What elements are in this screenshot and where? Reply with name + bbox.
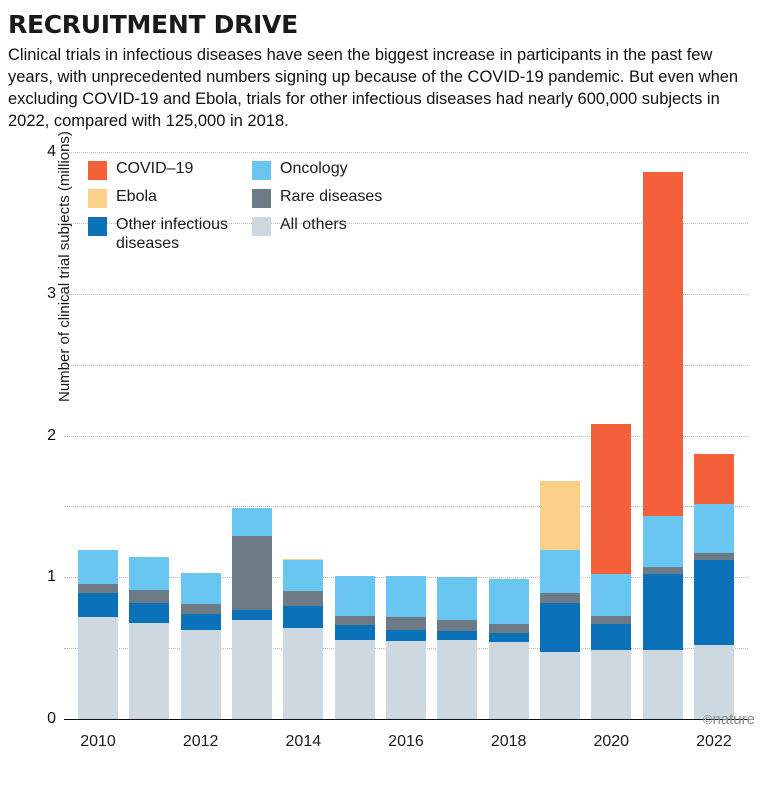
- bar-segment: [181, 630, 221, 719]
- legend-item[interactable]: [252, 216, 382, 253]
- bar-column: [437, 152, 477, 719]
- legend-item[interactable]: [88, 188, 238, 208]
- bar-segment: [540, 652, 580, 719]
- legend-item[interactable]: [88, 216, 238, 253]
- bar-segment: [335, 616, 375, 626]
- bar-segment: [540, 550, 580, 593]
- bar-segment: [437, 640, 477, 719]
- x-tick-label: 2016: [388, 733, 424, 750]
- bar-segment: [489, 642, 529, 719]
- page-header: [0, 10, 767, 133]
- legend-swatch-icon: [88, 217, 107, 236]
- bar-segment: [694, 645, 734, 719]
- x-tick-label: 2018: [490, 733, 527, 750]
- y-tick-label: 0: [47, 710, 56, 727]
- y-tick-label: 4: [47, 143, 56, 160]
- gridline-0: [64, 719, 748, 720]
- chart-legend: [88, 160, 382, 253]
- bar-segment: [129, 557, 169, 590]
- y-tick-label: 3: [47, 284, 56, 302]
- bar-segment: [283, 628, 323, 719]
- bar-segment: [335, 640, 375, 719]
- legend-label: Rare diseases: [280, 188, 383, 205]
- bar-column: [643, 152, 683, 719]
- bar-segment: [129, 623, 169, 719]
- bar-segment: [386, 617, 426, 630]
- standfirst-text: Clinical trials in infectious diseases have seen the biggest increase in participants in the past few years, with unprecedented numbers signing up because of the COVID-19 pandemic. But even when excluding COVID-19 and Ebola, trials for other infectious diseases had nearly 600,000 subjects in 2022, compared with 125,000 in 2018.: [8, 46, 739, 130]
- bar-segment: [386, 630, 426, 641]
- legend-label: COVID–19: [116, 160, 194, 177]
- bar-segment: [283, 560, 323, 591]
- bar-segment: [643, 172, 683, 516]
- legend-swatch-icon: [88, 161, 107, 180]
- bar-segment: [181, 573, 221, 604]
- bar-segment: [694, 553, 734, 560]
- legend-swatch-icon: [252, 217, 271, 236]
- copyright-icon: ©: [702, 712, 713, 727]
- bar-segment: [489, 633, 529, 643]
- legend-swatch-icon: [252, 189, 271, 208]
- bar-segment: [591, 616, 631, 625]
- legend-label: Ebola: [116, 188, 157, 205]
- bar-segment: [489, 624, 529, 633]
- bar-segment: [129, 603, 169, 623]
- bar-segment: [591, 650, 631, 719]
- y-axis-label: Number of clinical trial subjects (millions): [56, 131, 73, 402]
- bar-segment: [694, 454, 734, 504]
- credit-name: nature: [712, 711, 755, 728]
- bar-segment: [437, 631, 477, 640]
- legend-item[interactable]: [88, 160, 238, 180]
- nature-credit: [703, 711, 755, 728]
- bar-segment: [129, 590, 169, 603]
- bar-segment: [540, 603, 580, 653]
- bar-segment: [694, 560, 734, 645]
- bar-segment: [232, 508, 272, 536]
- bar-segment: [386, 576, 426, 617]
- bar-segment: [489, 579, 529, 624]
- bar-column: [591, 152, 631, 719]
- bar-segment: [232, 610, 272, 620]
- bar-segment: [591, 574, 631, 615]
- bar-segment: [335, 625, 375, 639]
- bar-segment: [643, 574, 683, 649]
- x-axis-ticks: [64, 733, 748, 751]
- bar-segment: [540, 593, 580, 603]
- legend-item[interactable]: [252, 188, 382, 208]
- legend-item[interactable]: [252, 160, 382, 180]
- bar-segment: [78, 550, 118, 584]
- legend-label: All others: [280, 216, 347, 233]
- x-tick-label: 2014: [285, 733, 322, 750]
- bar-segment: [591, 424, 631, 574]
- bar-segment: [437, 620, 477, 631]
- bar-segment: [694, 504, 734, 554]
- legend-swatch-icon: [88, 189, 107, 208]
- bar-segment: [591, 624, 631, 650]
- x-tick-label: 2020: [593, 733, 630, 750]
- bar-segment: [386, 641, 426, 719]
- bar-segment: [335, 576, 375, 616]
- bar-segment: [78, 584, 118, 593]
- chart-container: [0, 131, 767, 750]
- bar-segment: [643, 516, 683, 567]
- bar-segment: [181, 604, 221, 614]
- bar-segment: [437, 577, 477, 620]
- x-tick-label: 2022: [696, 733, 732, 750]
- legend-label: Other infectious diseases: [116, 216, 229, 252]
- bar-segment: [283, 606, 323, 629]
- legend-swatch-icon: [252, 161, 271, 180]
- bar-segment: [78, 617, 118, 719]
- bar-segment: [540, 481, 580, 550]
- bar-segment: [643, 567, 683, 574]
- legend-label: Oncology: [280, 160, 348, 177]
- bar-segment: [181, 614, 221, 630]
- y-tick-label: 2: [47, 426, 56, 444]
- x-tick-label: 2012: [182, 733, 219, 750]
- bar-segment: [283, 591, 323, 605]
- bar-segment: [232, 620, 272, 719]
- y-tick-label: 1: [47, 568, 56, 586]
- bar-segment: [643, 650, 683, 719]
- bar-column: [540, 152, 580, 719]
- bar-column: [386, 152, 426, 719]
- x-tick-label: 2010: [80, 733, 116, 750]
- bar-segment: [232, 536, 272, 610]
- bar-column: [694, 152, 734, 719]
- bar-segment: [78, 593, 118, 617]
- page-title: RECRUITMENT DRIVE: [8, 10, 298, 39]
- bar-column: [489, 152, 529, 719]
